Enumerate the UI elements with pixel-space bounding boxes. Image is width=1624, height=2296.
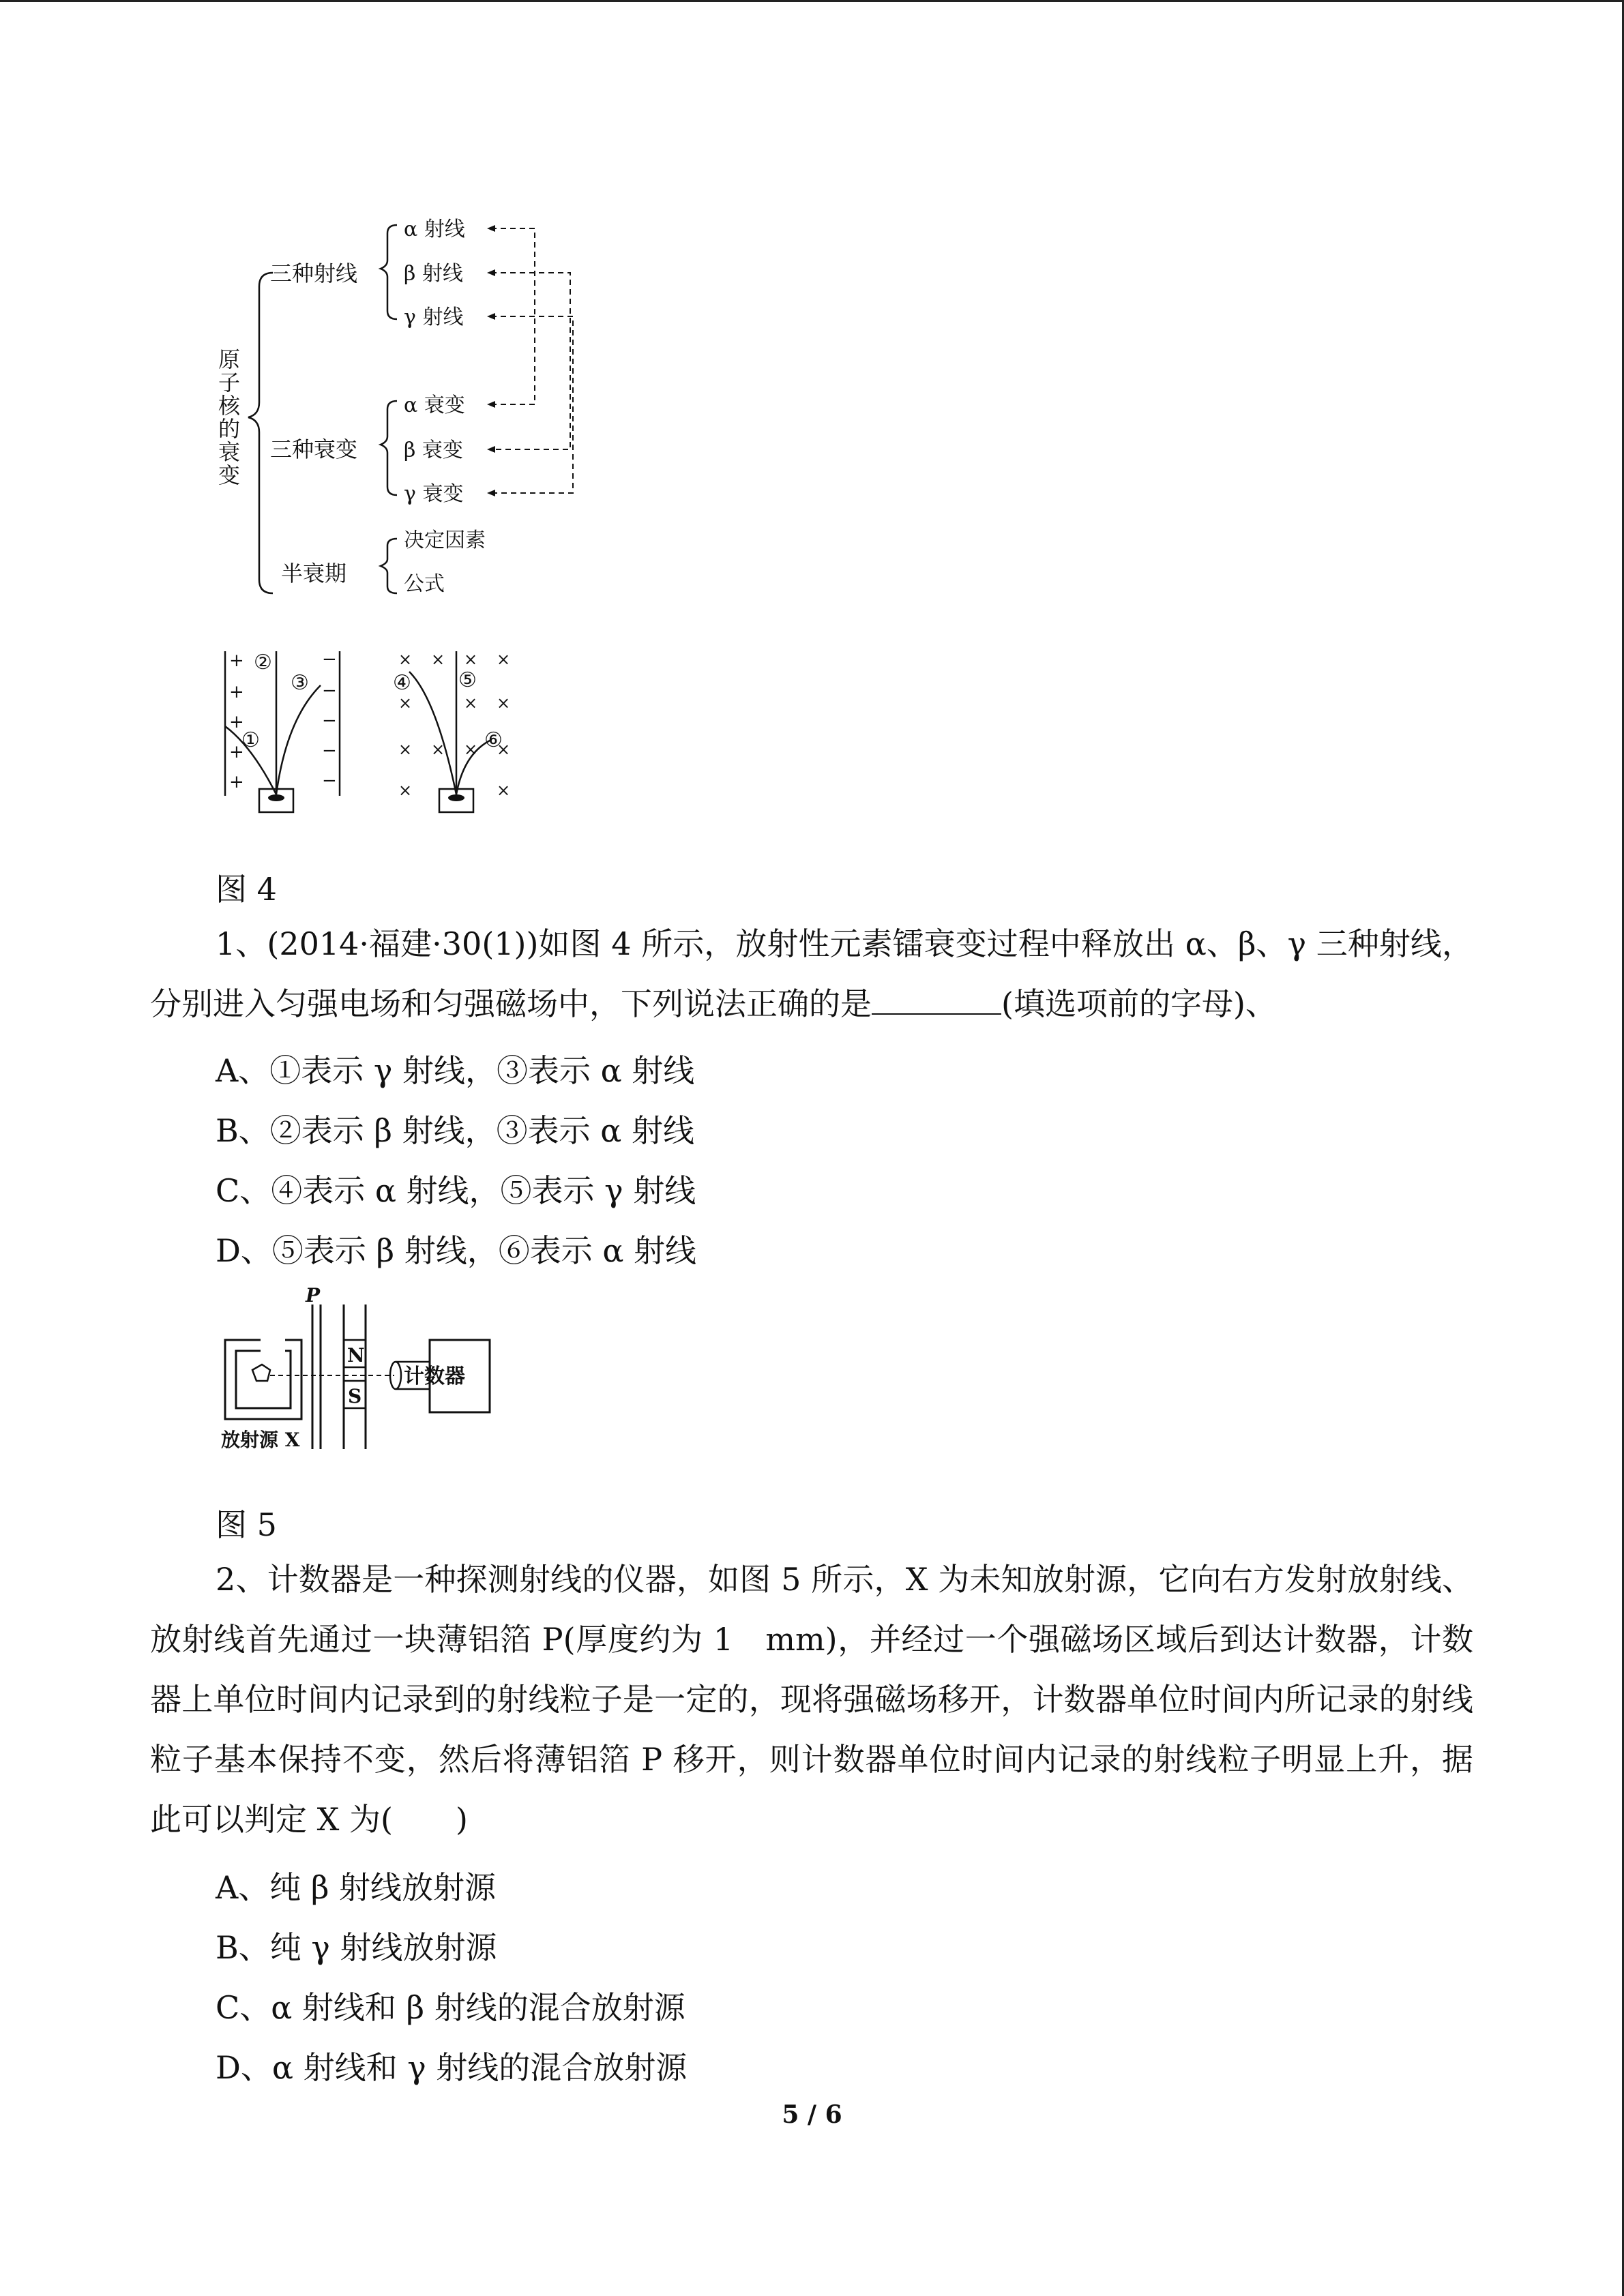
figure4-ray-deflection bbox=[211, 644, 539, 822]
svg-text:×: × bbox=[497, 781, 511, 800]
marker-6: ⑥ bbox=[484, 728, 503, 752]
item-beta-ray: β 射线 bbox=[404, 262, 463, 286]
svg-text:×: × bbox=[398, 694, 413, 713]
svg-text:×: × bbox=[497, 694, 511, 713]
svg-text:×: × bbox=[464, 740, 478, 759]
page-number: 5 / 6 bbox=[782, 2100, 842, 2129]
group-label-rays: 三种射线 bbox=[270, 260, 358, 286]
marker-1: ① bbox=[241, 728, 260, 752]
svg-text:×: × bbox=[464, 650, 478, 669]
item-alpha-ray: α 射线 bbox=[404, 218, 465, 241]
group-label-halflife: 半衰期 bbox=[281, 561, 347, 586]
question1-option-d: D、⑤表示 β 射线，⑥表示 α 射线 bbox=[216, 1232, 697, 1269]
minus-sign: − bbox=[322, 649, 337, 670]
svg-text:×: × bbox=[431, 740, 445, 759]
decay-concept-diagram bbox=[205, 198, 641, 621]
item-gamma-ray: γ 射线 bbox=[404, 305, 464, 329]
svg-text:×: × bbox=[464, 694, 478, 713]
question1-stem-text: 1、(2014·福建·30(1))如图 4 所示，放射性元素镭衰变过程中释放出 α、β、γ 三种射线，分别进入匀强电场和匀强磁场中，下列说法正确的是 bbox=[150, 925, 1473, 1022]
question1-stem-tail: (填选项前的字母)、 bbox=[1001, 985, 1277, 1022]
question2-option-d: D、α 射线和 γ 射线的混合放射源 bbox=[216, 2049, 688, 2086]
question1-option-b: B、②表示 β 射线，③表示 α 射线 bbox=[216, 1112, 694, 1149]
figure5-caption: 图 5 bbox=[216, 1506, 277, 1543]
question1-stem bbox=[150, 914, 1473, 1034]
group-label-decays: 三种衰变 bbox=[270, 436, 358, 462]
answer-blank bbox=[872, 986, 1001, 1015]
label-n: N bbox=[347, 1344, 365, 1367]
label-p: P bbox=[306, 1285, 321, 1307]
figure4-caption: 图 4 bbox=[216, 871, 277, 908]
plus-sign: + bbox=[229, 712, 244, 732]
plus-sign: + bbox=[229, 742, 244, 762]
label-source-x: 放射源 X bbox=[221, 1429, 300, 1451]
marker-2: ② bbox=[254, 651, 272, 674]
item-formula: 公式 bbox=[404, 572, 445, 596]
plus-sign: + bbox=[229, 651, 244, 671]
question2-stem: 2、计数器是一种探测射线的仪器，如图 5 所示，X 为未知放射源，它向右方发射放射线、放射线首先通过一块薄铝箔 P(厚度约为 1 mm)，并经过一个强磁场区域后到达计数器，计数器上单位时间内记录到的射线粒子是一定的，现将强磁场移开，计数器单位时间内所记录的射线粒子基本保持不变，然后将薄铝箔 P 移开，则计数器单位时间内记录的射线粒子明显上升，据此可以判定 X 为( ) bbox=[150, 1561, 1473, 1838]
magnetic-field-crosses bbox=[398, 650, 510, 800]
question1-option-a: A、①表示 γ 射线，③表示 α 射线 bbox=[216, 1052, 695, 1089]
svg-text:×: × bbox=[398, 740, 413, 759]
marker-3: ③ bbox=[291, 671, 309, 695]
minus-sign: − bbox=[322, 711, 337, 731]
svg-text:×: × bbox=[497, 740, 511, 759]
plus-sign: + bbox=[229, 772, 244, 792]
plus-sign: + bbox=[229, 682, 244, 702]
svg-text:×: × bbox=[497, 650, 511, 669]
minus-sign: − bbox=[322, 681, 337, 701]
question2-option-b: B、纯 γ 射线放射源 bbox=[216, 1929, 497, 1966]
question2-option-a: A、纯 β 射线放射源 bbox=[216, 1869, 497, 1906]
root-char-1: 原 bbox=[218, 346, 241, 372]
minus-sign: − bbox=[322, 741, 337, 761]
label-counter: 计数器 bbox=[404, 1365, 465, 1388]
figure5-counter-apparatus bbox=[211, 1285, 498, 1456]
question2-option-c: C、α 射线和 β 射线的混合放射源 bbox=[216, 1989, 685, 2026]
root-char-3: 核 bbox=[218, 393, 241, 419]
marker-4: ④ bbox=[393, 671, 411, 695]
root-char-2: 子 bbox=[218, 370, 241, 396]
label-s: S bbox=[348, 1385, 362, 1407]
minus-sign: − bbox=[322, 771, 337, 791]
item-alpha-decay: α 衰变 bbox=[404, 393, 465, 417]
root-char-5: 衰 bbox=[218, 439, 241, 465]
svg-text:×: × bbox=[398, 781, 413, 800]
item-beta-decay: β 衰变 bbox=[404, 438, 463, 462]
svg-text:×: × bbox=[398, 650, 413, 669]
root-char-4: 的 bbox=[218, 416, 241, 442]
item-determining-factor: 决定因素 bbox=[404, 528, 486, 552]
root-char-6: 变 bbox=[218, 462, 241, 488]
question1-option-c: C、④表示 α 射线，⑤表示 γ 射线 bbox=[216, 1172, 696, 1209]
marker-5: ⑤ bbox=[458, 668, 477, 692]
svg-text:×: × bbox=[431, 650, 445, 669]
item-gamma-decay: γ 衰变 bbox=[404, 482, 464, 506]
